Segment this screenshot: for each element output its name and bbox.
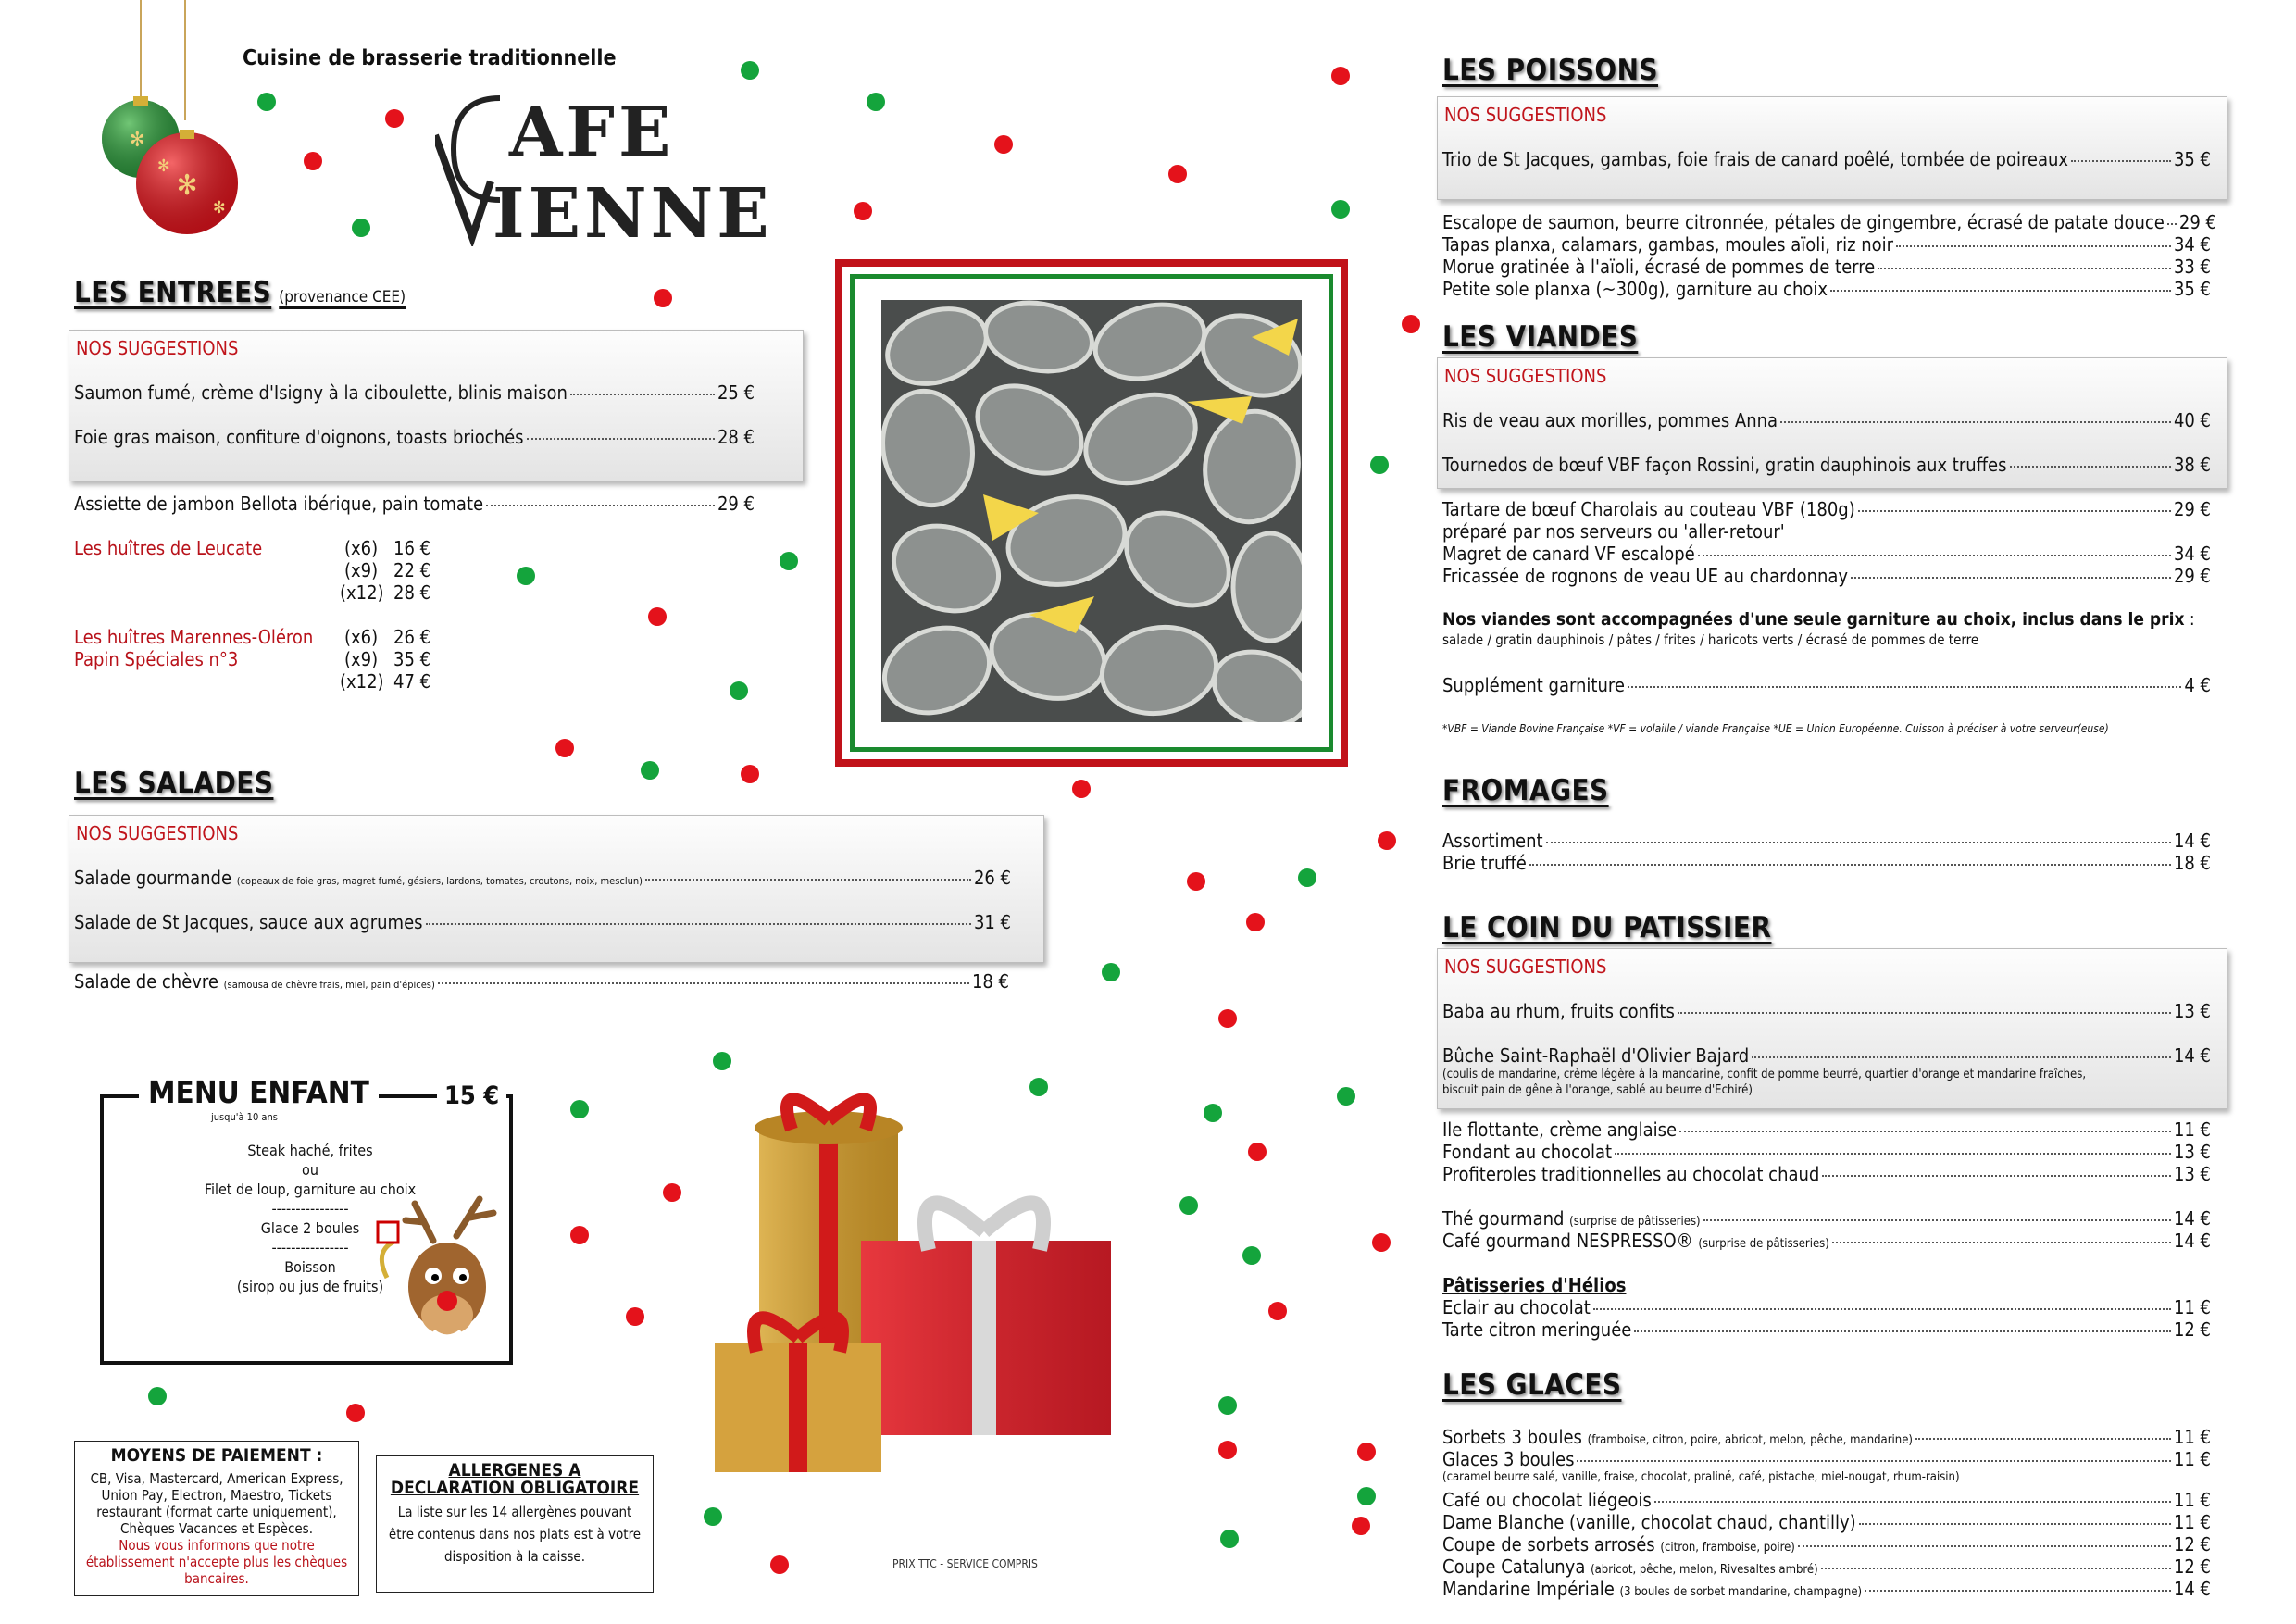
menu-item: Tapas planxa, calamars, gambas, moules aïoli, riz noir 34 € xyxy=(1442,233,2211,256)
cafe-vienne-logo xyxy=(435,80,768,246)
menu-item: Tournedos de bœuf VBF façon Rossini, gratin dauphinois aux truffes 38 € xyxy=(1442,454,2211,476)
suggestions-label: NOS SUGGESTIONS xyxy=(1444,104,1607,126)
payment-warning: Nous vous informons que notre établissement n'accepte plus les chèques bancaires. xyxy=(85,1537,348,1587)
tagline: Cuisine de brasserie traditionnelle xyxy=(243,46,617,70)
menu-item: Trio de St Jacques, gambas, foie frais de canard poêlé, tombée de poireaux 35 € xyxy=(1442,148,2211,170)
prices-note: PRIX TTC - SERVICE COMPRIS xyxy=(892,1557,1038,1570)
menu-item: Baba au rhum, fruits confits 13 € xyxy=(1442,1000,2211,1022)
buche-detail: (coulis de mandarine, crème légère à la mandarine, confit de pomme beurré, quartier d'orange et mandarine fraîches, biscuit pain de gêne à l'orange, sablé au beurre d'Echiré) xyxy=(1442,1068,2087,1097)
entrees-origin-note: (provenance CEE) xyxy=(279,288,406,306)
suggestions-label: NOS SUGGESTIONS xyxy=(1444,956,1607,978)
menu-item: Coupe Catalunya (abricot, pêche, melon, Rivesaltes ambré) 12 € xyxy=(1442,1555,2211,1578)
christmas-baubles xyxy=(93,0,250,250)
fromages-title: FROMAGES xyxy=(1442,774,1609,807)
viandes-title: LES VIANDES xyxy=(1442,320,1639,354)
menu-item: Bûche Saint-Raphaël d'Olivier Bajard 14 € xyxy=(1442,1044,2211,1067)
patissier-title: LE COIN DU PATISSIER xyxy=(1442,911,1772,944)
menu-item: Profiteroles traditionnelles au chocolat chaud 13 € xyxy=(1442,1163,2211,1185)
svg-text:IENNE: IENNE xyxy=(493,174,768,246)
menu-item: Café gourmand NESPRESSO® (surprise de pâtisseries) 14 € xyxy=(1442,1230,2211,1252)
menu-item: Salade gourmande (copeaux de foie gras, magret fumé, gésiers, lardons, tomates, croutons, noix, mesclun) 26 € xyxy=(74,867,1011,889)
payment-title: MOYENS DE PAIEMENT : xyxy=(110,1445,323,1466)
menu-item: Brie truffé 18 € xyxy=(1442,852,2211,874)
glaces-flavours: (caramel beurre salé, vanille, fraise, chocolat, praliné, café, pistache, miel-nougat, rhum-raisin) xyxy=(1442,1470,1960,1484)
menu-item: Thé gourmand (surprise de pâtisseries) 14 € xyxy=(1442,1207,2211,1230)
menu-item: Fondant au chocolat 13 € xyxy=(1442,1141,2211,1163)
allergens-title-2: DECLARATION OBLIGATOIRE xyxy=(390,1478,640,1498)
menu-item: Ile flottante, crème anglaise 11 € xyxy=(1442,1118,2211,1141)
menu-item: Tarte citron meringuée 12 € xyxy=(1442,1318,2211,1341)
menu-item: Salade de chèvre (samousa de chèvre frais, miel, pain d'épices) 18 € xyxy=(74,970,1009,993)
meat-origin-legend: *VBF = Viande Bovine Française *VF = volaille / viande Française *UE = Union Européenne. Cuisson à préciser à votre serveur(euse) xyxy=(1442,722,2109,735)
menu-item: Saumon fumé, crème d'Isigny à la ciboulette, blinis maison 25 € xyxy=(74,381,755,404)
allergens-text: La liste sur les 14 allergènes pouvant être contenus dans nos plats est à votre disposition à la caisse. xyxy=(388,1504,642,1565)
payment-box xyxy=(74,1441,359,1596)
allergens-title-1: ALLERGENES A xyxy=(448,1460,581,1480)
entrees-suggestions-box xyxy=(69,330,804,481)
menu-item: Magret de canard VF escalopé 34 € xyxy=(1442,543,2211,565)
svg-text:✻: ✻ xyxy=(176,169,198,202)
poissons-title: LES POISSONS xyxy=(1442,54,1659,87)
suggestions-label: NOS SUGGESTIONS xyxy=(1444,365,1607,387)
svg-text:✻: ✻ xyxy=(213,198,226,218)
menu-item-note: préparé par nos serveurs ou 'aller-retour' xyxy=(1442,520,1785,543)
allergens-box xyxy=(376,1455,654,1593)
garnish-info: Nos viandes sont accompagnées d'une seule garniture au choix, inclus dans le prix : xyxy=(1442,609,2195,630)
menu-item: Glaces 3 boules 11 € xyxy=(1442,1448,2211,1470)
svg-text:✻: ✻ xyxy=(157,156,170,176)
menu-item: Mandarine Impériale (3 boules de sorbet mandarine, champagne) 14 € xyxy=(1442,1578,2211,1600)
menu-item: Eclair au chocolat 11 € xyxy=(1442,1296,2211,1318)
menu-item: Supplément garniture 4 € xyxy=(1442,674,2211,696)
menu-item: Coupe de sorbets arrosés (citron, framboise, poire) 12 € xyxy=(1442,1533,2211,1555)
suggestions-label: NOS SUGGESTIONS xyxy=(76,337,239,359)
menu-item: Assiette de jambon Bellota ibérique, pain tomate 29 € xyxy=(74,493,755,515)
payment-methods: CB, Visa, Mastercard, American Express, Union Pay, Electron, Maestro, Tickets restaurant (format carte uniquement), Chèques Vacances et Espèces. xyxy=(90,1470,343,1537)
kids-menu-price: 15 € xyxy=(437,1081,506,1110)
menu-item: Fricassée de rognons de veau UE au chardonnay 29 € xyxy=(1442,565,2211,587)
menu-item: Ris de veau aux morilles, pommes Anna 40 € xyxy=(1442,409,2211,431)
menu-item: Foie gras maison, confiture d'oignons, toasts briochés 28 € xyxy=(74,426,755,448)
helios-title: Pâtisseries d'Hélios xyxy=(1442,1274,1627,1296)
glaces-title: LES GLACES xyxy=(1442,1368,1622,1402)
salades-suggestions-box xyxy=(69,815,1044,963)
garnish-list: salade / gratin dauphinois / pâtes / frites / haricots verts / écrasé de pommes de terre xyxy=(1442,631,1979,648)
menu-item: Tartare de bœuf Charolais au couteau VBF (180g) 29 € xyxy=(1442,498,2211,520)
kids-menu-title: MENU ENFANT xyxy=(139,1074,379,1110)
svg-text:AFE: AFE xyxy=(509,93,675,172)
menu-item: Morue gratinée à l'aïoli, écrasé de pommes de terre 33 € xyxy=(1442,256,2211,278)
oysters-photo xyxy=(881,300,1302,722)
svg-text:✻: ✻ xyxy=(130,129,145,152)
menu-item: Salade de St Jacques, sauce aux agrumes 31 € xyxy=(74,911,1011,933)
suggestions-label: NOS SUGGESTIONS xyxy=(76,822,239,844)
menu-item: Escalope de saumon, beurre citronnée, pétales de gingembre, écrasé de patate douce 29 € xyxy=(1442,211,2216,233)
gift-boxes-image xyxy=(704,1074,1129,1481)
entrees-title: LES ENTREES (provenance CEE) xyxy=(74,276,406,309)
kids-menu-age: jusqu'à 10 ans xyxy=(211,1111,278,1123)
menu-item: Sorbets 3 boules (framboise, citron, poire, abricot, melon, pêche, mandarine) 11 € xyxy=(1442,1426,2211,1448)
salades-title: LES SALADES xyxy=(74,767,274,800)
menu-item: Assortiment 14 € xyxy=(1442,830,2211,852)
reindeer-icon xyxy=(368,1185,517,1370)
menu-item: Café ou chocolat liégeois 11 € xyxy=(1442,1489,2211,1511)
menu-item: Dame Blanche (vanille, chocolat chaud, chantilly) 11 € xyxy=(1442,1511,2211,1533)
menu-item: Petite sole planxa (~300g), garniture au choix 35 € xyxy=(1442,278,2211,300)
kids-menu-content: Steak haché, frites ou Filet de loup, garniture au choix ---------------- Glace 2 boules ---------------- Boisson (sirop ou jus de fruits) xyxy=(204,1142,417,1295)
